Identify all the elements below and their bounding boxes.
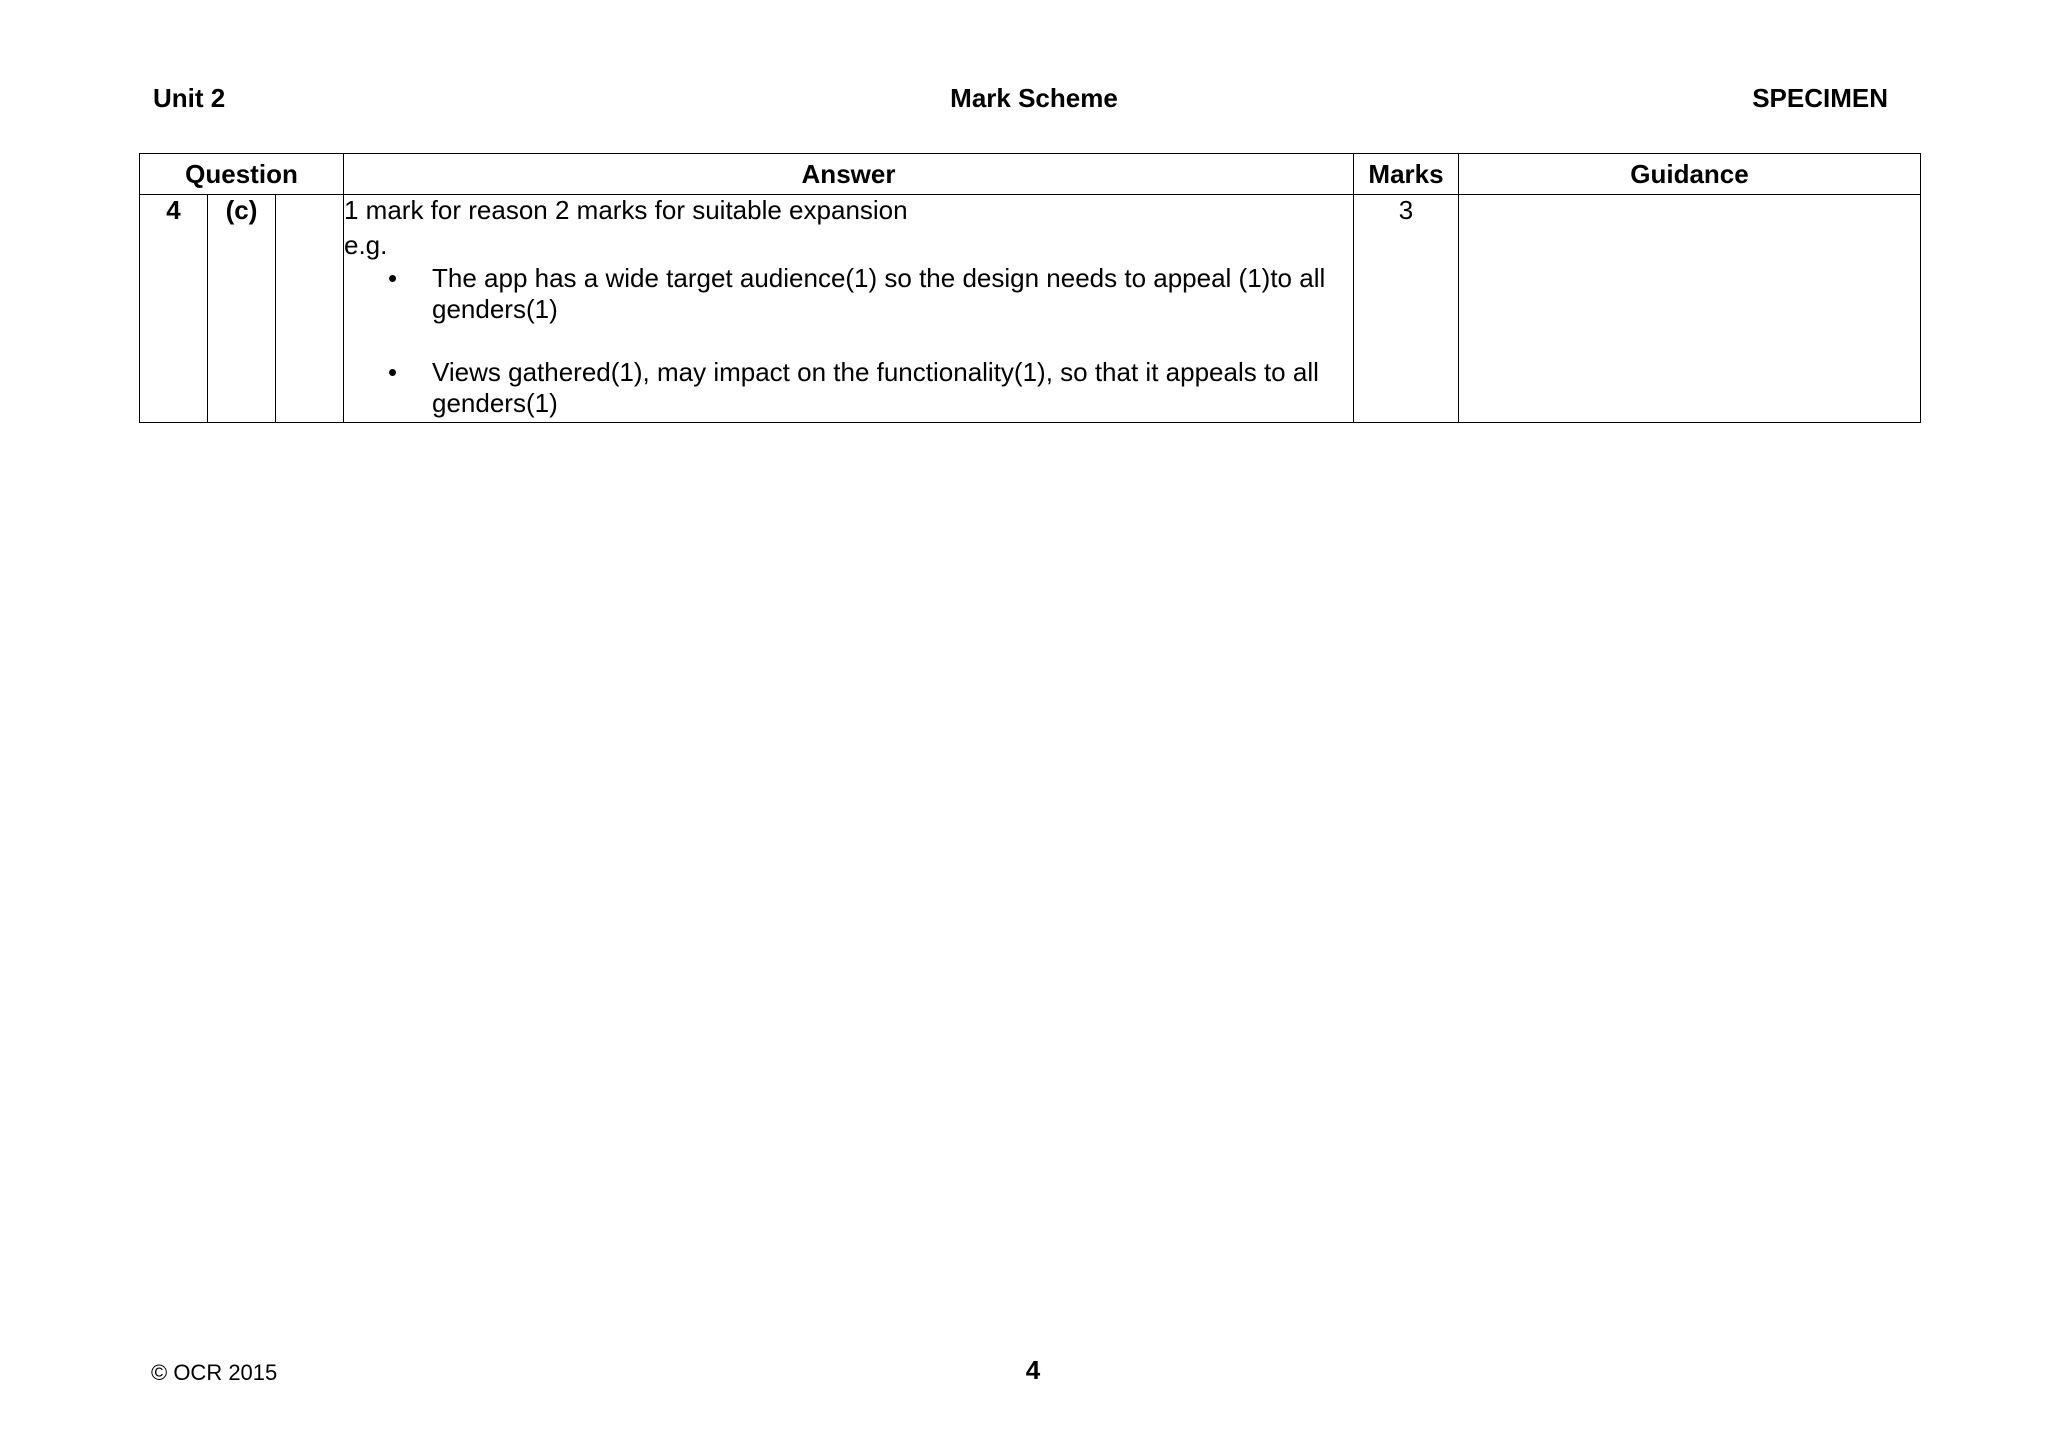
specimen-label: SPECIMEN xyxy=(1752,83,1888,113)
answer-intro: 1 mark for reason 2 marks for suitable expansion xyxy=(344,195,908,225)
question-number: 4 xyxy=(140,195,208,423)
question-part: (c) xyxy=(208,195,276,423)
bullet-icon: • xyxy=(388,357,398,387)
page-number: 4 xyxy=(1025,1355,1041,1385)
bullet-icon: • xyxy=(388,263,398,293)
answer-cell xyxy=(344,195,1354,423)
list-item xyxy=(344,263,1353,325)
marks-header: Marks xyxy=(1354,154,1459,195)
question-header: Question xyxy=(140,154,344,195)
list-item xyxy=(344,357,1353,419)
unit-label: Unit 2 xyxy=(153,83,226,113)
answer-points-list xyxy=(344,263,1353,419)
document-title: Mark Scheme xyxy=(950,83,1118,113)
copyright-notice: © OCR 2015 xyxy=(151,1360,278,1385)
answer-header: Answer xyxy=(344,154,1354,195)
answer-point-text: Views gathered(1), may impact on the functionality(1), so that it appeals to all genders(1) xyxy=(432,357,1319,418)
answer-point-text: The app has a wide target audience(1) so the design needs to appeal (1)to all genders(1) xyxy=(432,263,1326,324)
guidance-header: Guidance xyxy=(1459,154,1921,195)
answer-example-label: e.g. xyxy=(344,230,388,260)
table-header-row xyxy=(140,154,1921,195)
mark-scheme-table xyxy=(139,153,1921,423)
table-row xyxy=(140,195,1921,423)
question-subpart xyxy=(276,195,344,423)
guidance-cell xyxy=(1459,195,1921,423)
marks-value: 3 xyxy=(1354,195,1459,423)
